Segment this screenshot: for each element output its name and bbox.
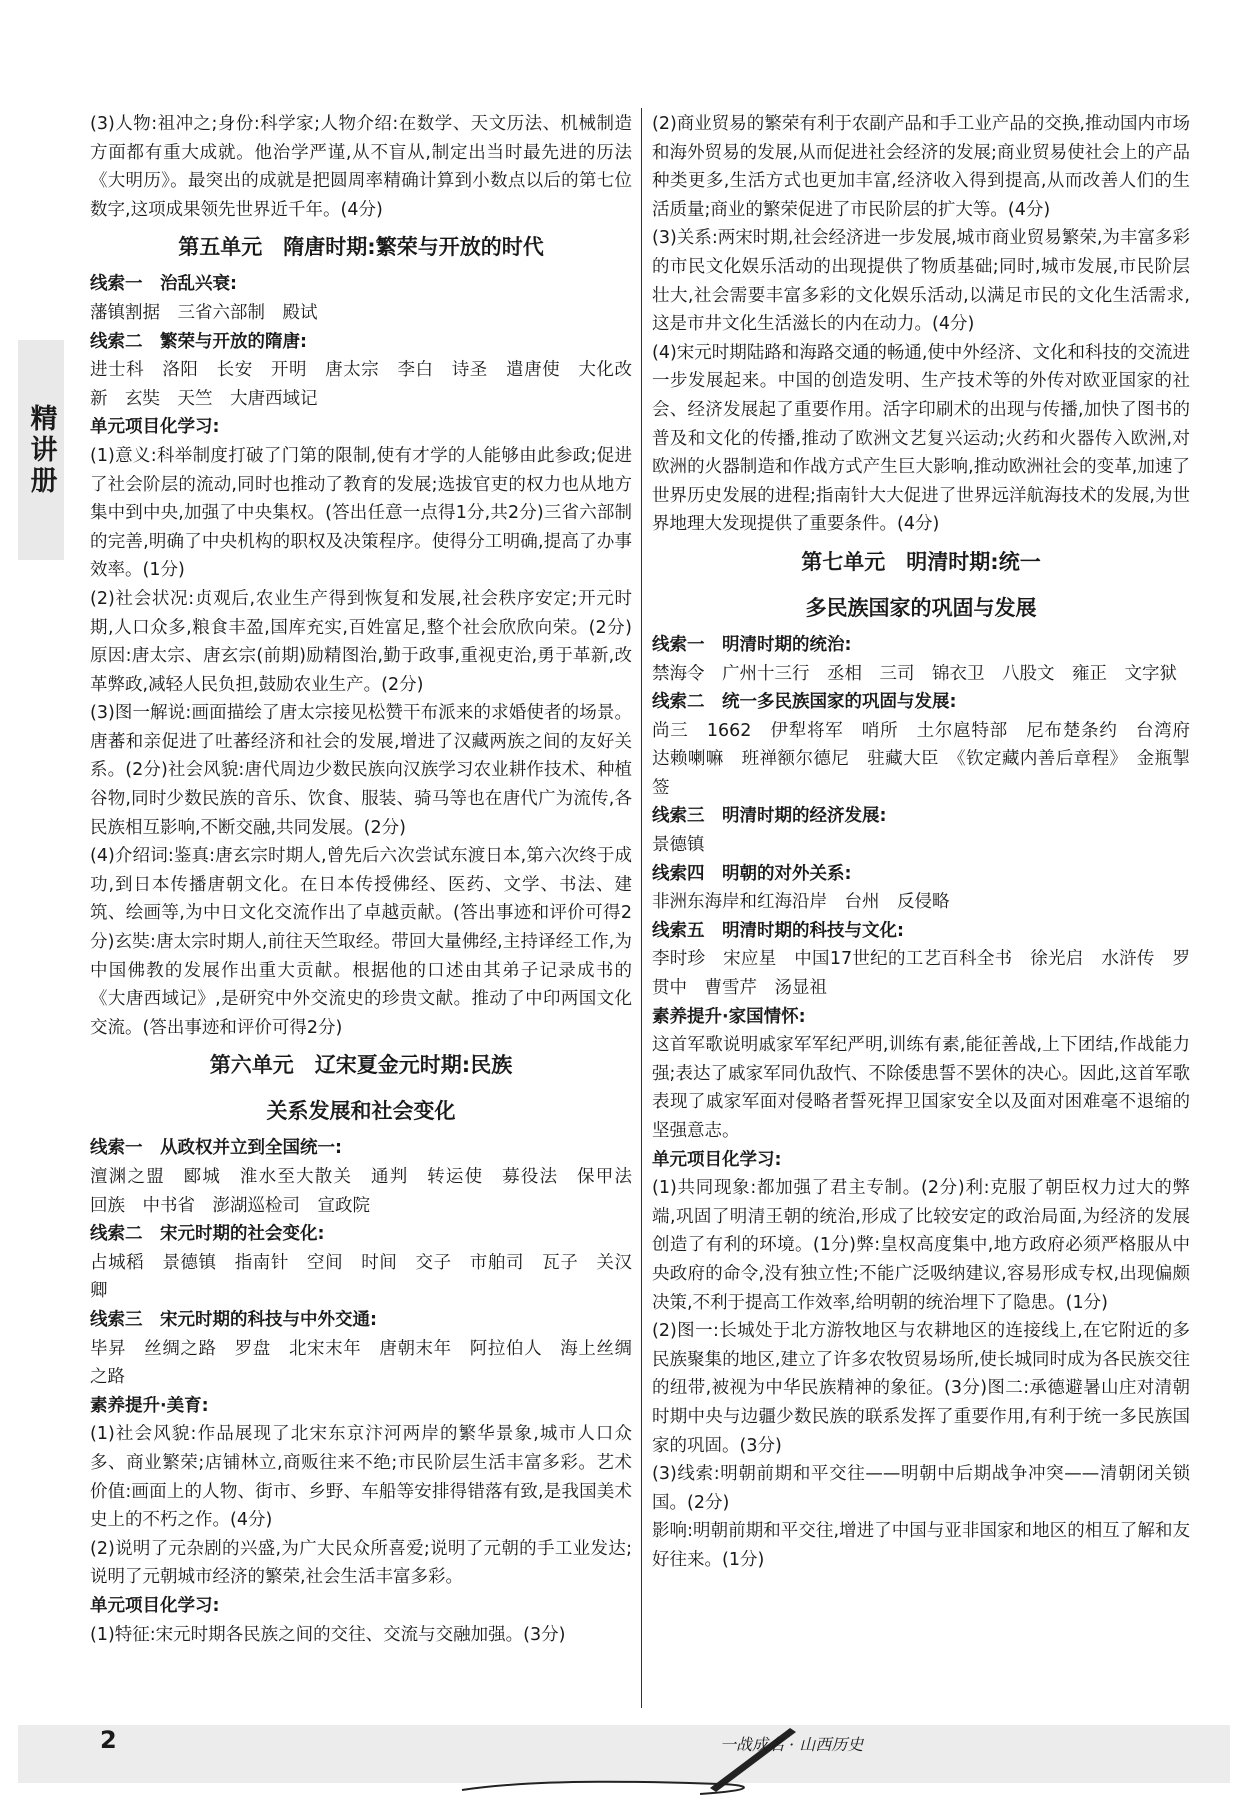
answer-paragraph: (2)社会状况:贞观后,农业生产得到恢复和发展,社会秩序安定;开元时期,人口众多,粮食丰盈,国库充实,百姓富足,整个社会欣欣向荣。(2分)原因:唐太宗、唐玄宗(前期)励精图治,勤于政事,重视吏治,勇于革新,改革弊政,减轻人民负担,鼓励农业生产。(2分) xyxy=(90,588,632,695)
clue-heading: 线索二 统一多民族国家的巩固与发展: xyxy=(652,692,957,713)
section-side-tab: 精讲册 xyxy=(18,340,64,560)
clue-heading: 单元项目化学习: xyxy=(90,1595,220,1616)
clue-heading: 线索四 明朝的对外关系: xyxy=(652,863,852,884)
key-terms: 禁海令 广州十三行 丞相 三司 锦衣卫 八股文 雍正 文字狱 xyxy=(652,663,1177,684)
answer-paragraph: (2)商业贸易的繁荣有利于农副产品和手工业产品的交换,推动国内市场和海外贸易的发展,从而促进社会经济的发展;商业贸易使社会上的产品种类更多,生活方式也更加丰富,经济收入得到提高,从而改善人们的生活质量;商业的繁荣促进了市民阶层的扩大等。(4分) xyxy=(652,114,1190,220)
key-terms: 李时珍 宋应星 中国17世纪的工艺百科全书 徐光启 水浒传 罗贯中 曹雪芹 汤显祖 xyxy=(652,949,1190,999)
unit-title: 第五单元 隋唐时期:繁荣与开放的时代 xyxy=(178,235,544,260)
unit-title: 第七单元 明清时期:统一 xyxy=(801,549,1041,574)
clue-heading: 线索三 明清时期的经济发展: xyxy=(652,806,887,827)
clue-heading: 素养提升·美育: xyxy=(90,1395,209,1416)
left-column xyxy=(90,110,650,1649)
clue-heading: 线索三 宋元时期的科技与中外交通: xyxy=(90,1309,377,1330)
answer-paragraph: (1)社会风貌:作品展现了北宋东京汴河两岸的繁华景象,城市人口众多、商业繁荣;店铺林立,商贩往来不绝;市民阶层生活丰富多彩。艺术价值:画面上的人物、街市、乡野、车船等安排得错落有致,是我国美术史上的不朽之作。(4分) xyxy=(90,1424,632,1531)
answer-paragraph: (1)特征:宋元时期各民族之间的交往、交流与交融加强。(3分) xyxy=(90,1624,566,1645)
clue-heading: 线索一 治乱兴衰: xyxy=(90,274,237,295)
answer-paragraph: 影响:明朝前期和平交往,增进了中国与亚非国家和地区的相互了解和友好往来。(1分) xyxy=(652,1521,1190,1570)
unit-title: 多民族国家的巩固与发展 xyxy=(805,595,1037,620)
footer-book-title: 一战成名 · 山西历史 xyxy=(720,1735,864,1754)
answer-paragraph: 这首军歌说明戚家军军纪严明,训练有素,能征善战,上下团结,作战能力强;表达了戚家军同仇敌忾、不除倭患誓不罢休的决心。因此,这首军歌表现了戚家军面对侵略者誓死捍卫国家安全以及面对困难毫不退缩的坚强意志。 xyxy=(652,1035,1190,1141)
answer-paragraph: (3)人物:祖冲之;身份:科学家;人物介绍:在数学、天文历法、机械制造方面都有重大成就。他治学严谨,从不盲从,制定出当时最先进的历法《大明历》。最突出的成就是把圆周率精确计算到小数点以后的第七位数字,这项成果领先世界近千年。(4分) xyxy=(90,114,632,220)
answer-paragraph: (2)说明了元杂剧的兴盛,为广大民众所喜爱;说明了元朝的手工业发达;说明了元朝城市经济的繁荣,社会生活丰富多彩。 xyxy=(90,1538,632,1588)
clue-heading: 素养提升·家国情怀: xyxy=(652,1006,806,1027)
key-terms: 非洲东海岸和红海沿岸 台州 反侵略 xyxy=(652,892,950,913)
clue-heading: 线索一 明清时期的统治: xyxy=(652,634,852,655)
key-terms: 景德镇 xyxy=(652,835,705,856)
answer-paragraph: (1)共同现象:都加强了君主专制。(2分)利:克服了朝臣权力过大的弊端,巩固了明清王朝的统治,形成了比较安定的政治局面,为经济的发展创造了有利的环境。(1分)弊:皇权高度集中,地方政府必须严格服从中央政府的命令,没有独立性;不能广泛吸纳建议,容易形成专权,出现偏颇决策,不利于提高工作效率,给明朝的统治埋下了隐患。(1分) xyxy=(652,1178,1190,1313)
answer-paragraph: (4)介绍词:鉴真:唐玄宗时期人,曾先后六次尝试东渡日本,第六次终于成功,到日本传播唐朝文化。在日本传授佛经、医药、文学、书法、建筑、绘画等,为中日文化交流作出了卓越贡献。(答出事迹和评价可得2分)玄奘:唐太宗时期人,前往天竺取经。带回大量佛经,主持译经工作,为中国佛教的发展作出重大贡献。根据他的口述由其弟子记录成书的《大唐西域记》,是研究中外交流史的珍贵文献。推动了中印两国文化交流。(答出事迹和评价可得2分) xyxy=(90,846,632,1038)
clue-heading: 单元项目化学习: xyxy=(652,1149,782,1170)
answer-paragraph: (2)图一:长城处于北方游牧地区与农耕地区的连接线上,在它附近的多民族聚集的地区,建立了许多农牧贸易场所,使长城同时成为各民族交往的纽带,被视为中华民族精神的象征。(3分)图二:承德避暑山庄对清朝时期中央与边疆少数民族的联系发挥了重要作用,有利于统一多民族国家的巩固。(3分) xyxy=(652,1321,1190,1456)
key-terms: 澶渊之盟 郾城 淮水至大散关 通判 转运使 募役法 保甲法 回族 中书省 澎湖巡检司 宣政院 xyxy=(90,1167,650,1216)
unit-title: 关系发展和社会变化 xyxy=(266,1099,456,1124)
answer-paragraph: (3)关系:两宋时期,社会经济进一步发展,城市商业贸易繁荣,为丰富多彩的市民文化娱乐活动的出现提供了物质基础;同时,城市发展,市民阶层壮大,社会需要丰富多彩的文化娱乐活动,以满足市民的文化生活需求,这是市井文化生活滋长的内在动力。(4分) xyxy=(652,228,1190,335)
unit-title: 第六单元 辽宋夏金元时期:民族 xyxy=(209,1053,513,1078)
clue-heading: 线索一 从政权并立到全国统一: xyxy=(90,1138,342,1159)
key-terms: 尚三 1662 伊犁将军 哨所 土尔扈特部 尼布楚条约 台湾府 达赖喇嘛 班禅额尔德尼 驻藏大臣 《钦定藏内善后章程》 金瓶掣签 xyxy=(652,720,1208,798)
answer-paragraph: (3)线索:明朝前期和平交往——明朝中后期战争冲突——清朝闭关锁国。(2分) xyxy=(652,1464,1190,1513)
clue-heading: 线索二 宋元时期的社会变化: xyxy=(90,1224,325,1245)
answer-paragraph: (4)宋元时期陆路和海路交通的畅通,使中外经济、文化和科技的交流进一步发展起来。中国的创造发明、生产技术等的外传对欧亚国家的社会、经济发展起了重要作用。活字印刷术的出现与传播,加快了图书的普及和文化的传播,推动了欧洲文艺复兴运动;火药和火器传入欧洲,对欧洲的火器制造和作战方式产生巨大影响,推动欧洲社会的变革,加速了世界历史发展的进程;指南针大大促进了世界远洋航海技术的发展,为世界地理大发现提供了重要条件。(4分) xyxy=(652,342,1190,535)
answer-paragraph: (1)意义:科举制度打破了门第的限制,使有才学的人能够由此参政;促进了社会阶层的流动,同时也推动了教育的发展;选拔官吏的权力也从地方集中到中央,加强了中央集权。(答出任意一点得1分,共2分)三省六部制的完善,明确了中央机构的职权及决策程序。使得分工明确,提高了办事效率。(1分) xyxy=(90,445,632,581)
clue-heading: 线索二 繁荣与开放的隋唐: xyxy=(90,331,307,352)
clue-heading: 线索五 明清时期的科技与文化: xyxy=(652,920,904,941)
key-terms: 藩镇割据 三省六部制 殿试 xyxy=(90,302,318,323)
key-terms: 占城稻 景德镇 指南针 空间 时间 交子 市舶司 瓦子 关汉卿 xyxy=(90,1252,632,1302)
key-terms: 进士科 洛阳 长安 开明 唐太宗 李白 诗圣 遣唐使 大化改新 玄奘 天竺 大唐西域记 xyxy=(90,360,632,409)
answer-paragraph: (3)图一解说:画面描绘了唐太宗接见松赞干布派来的求婚使者的场景。唐蕃和亲促进了吐蕃经济和社会的发展,增进了汉藏两族之间的友好关系。(2分)社会风貌:唐代周边少数民族向汉族学习农业耕作技术、种植谷物,同时少数民族的音乐、饮食、服装、骑马等也在唐代广为流传,各民族相互影响,不断交融,共同发展。(2分) xyxy=(90,703,632,838)
clue-heading: 单元项目化学习: xyxy=(90,417,220,438)
page-number: 2 xyxy=(100,1726,117,1754)
key-terms: 毕昇 丝绸之路 罗盘 北宋末年 唐朝末年 阿拉伯人 海上丝绸之路 xyxy=(90,1338,632,1388)
column-divider xyxy=(641,108,642,1708)
right-column xyxy=(652,110,1208,1575)
